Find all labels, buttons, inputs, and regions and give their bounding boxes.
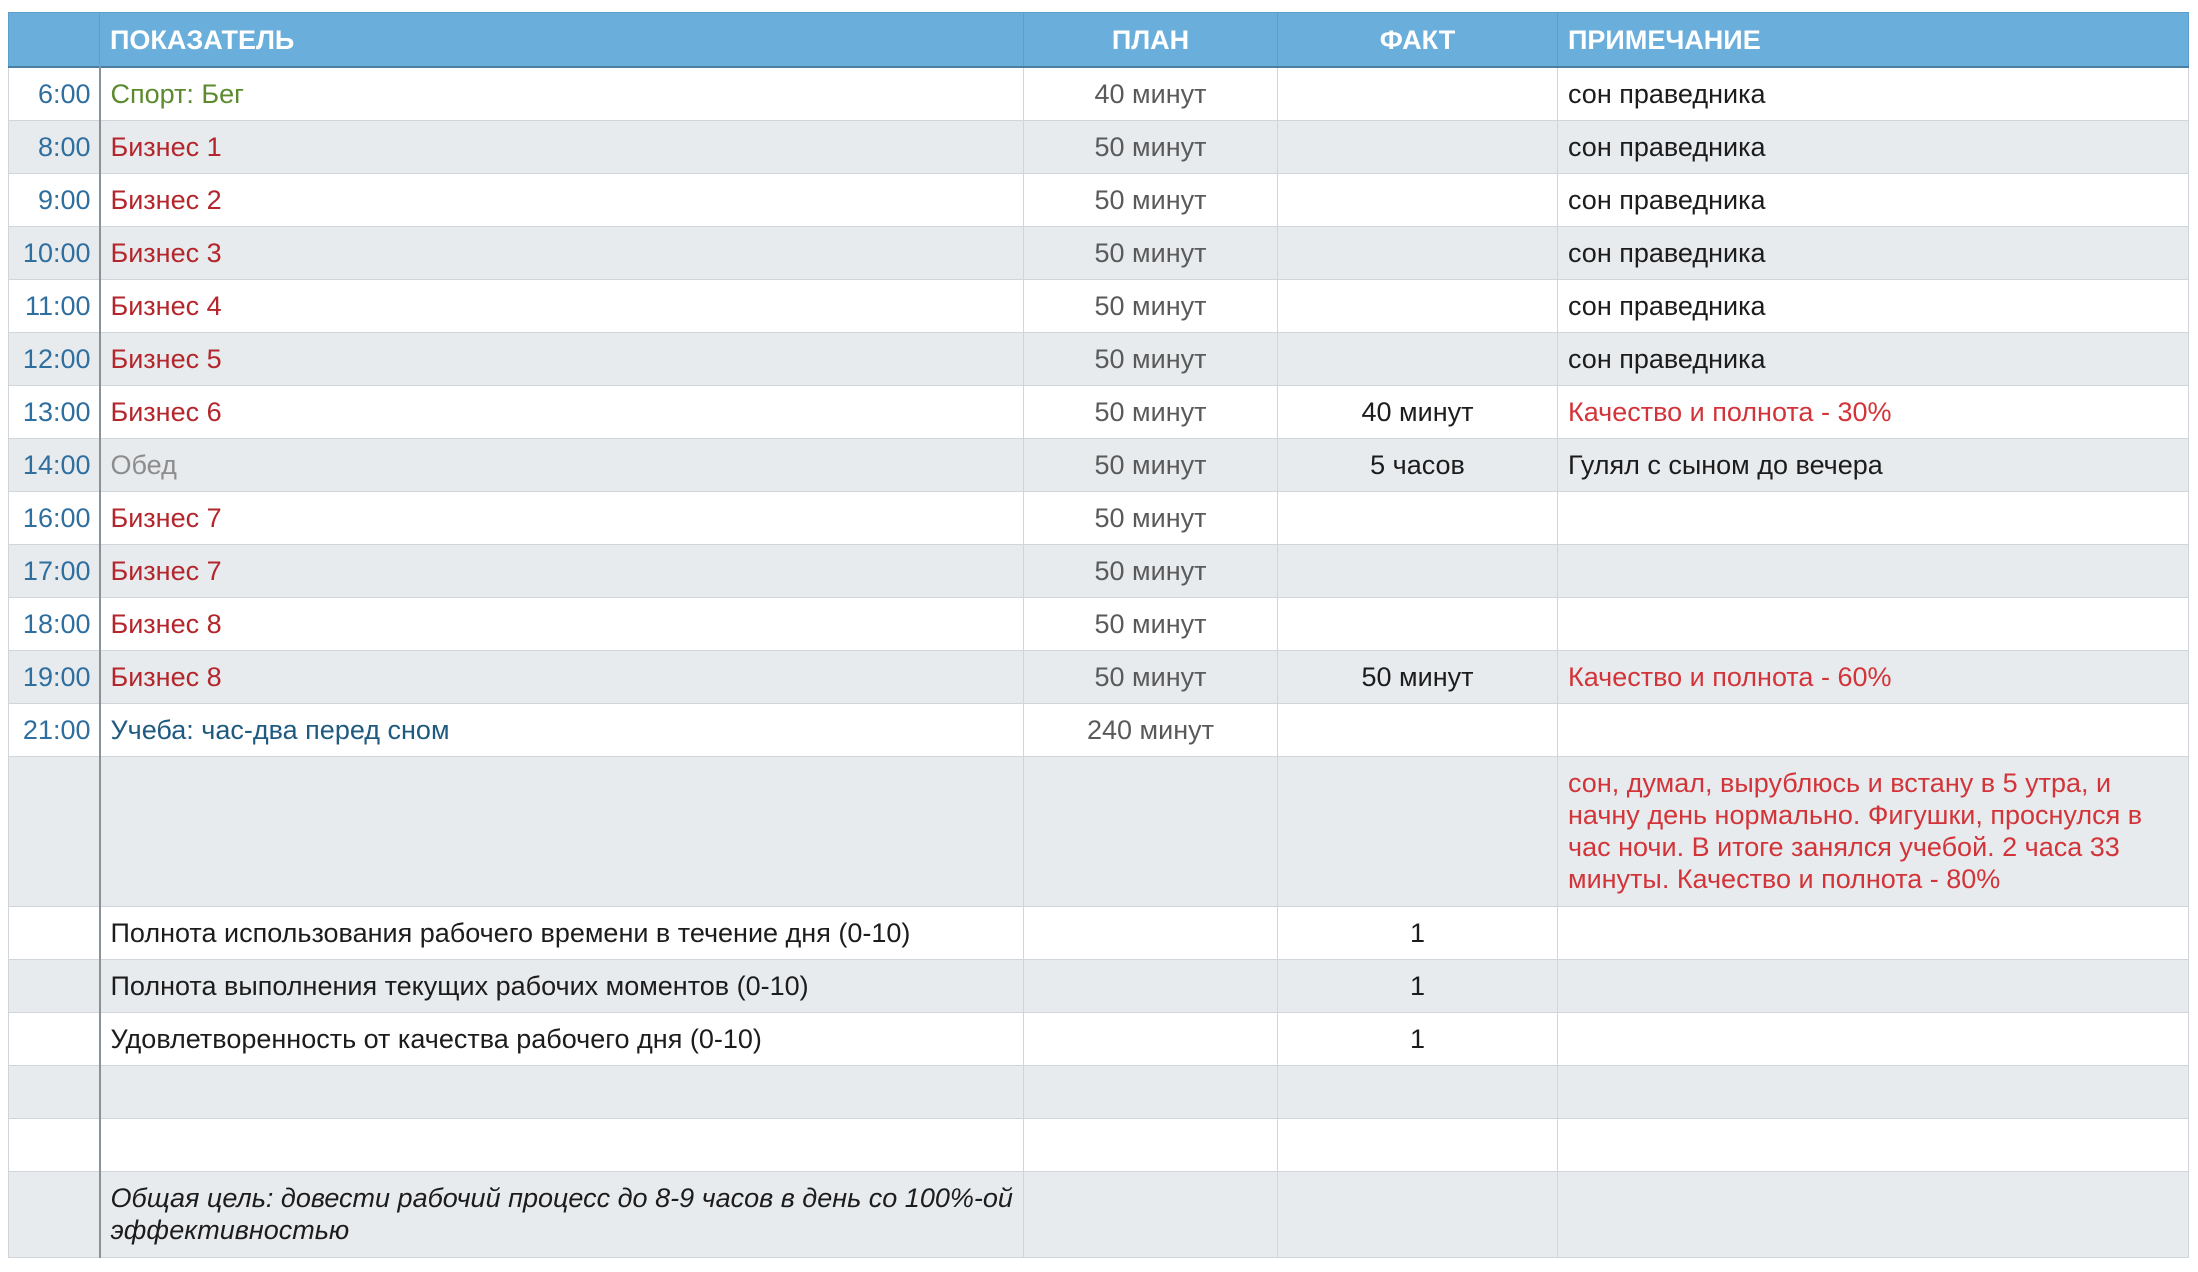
fact-cell[interactable] [1278,1065,1558,1118]
activity-cell[interactable]: Бизнес 8 [100,650,1024,703]
plan-cell[interactable]: 50 минут [1024,332,1278,385]
plan-cell[interactable]: 50 минут [1024,544,1278,597]
table-row [9,756,2189,906]
plan-cell[interactable] [1024,1012,1278,1065]
note-cell[interactable]: сон праведника [1558,279,2189,332]
plan-cell[interactable]: 50 минут [1024,279,1278,332]
plan-cell[interactable]: 240 минут [1024,703,1278,756]
plan-cell[interactable]: 50 минут [1024,491,1278,544]
plan-cell[interactable]: 50 минут [1024,438,1278,491]
fact-cell[interactable] [1278,1118,1558,1171]
fact-cell[interactable] [1278,279,1558,332]
activity-cell[interactable]: Бизнес 7 [100,491,1024,544]
metric-name-cell[interactable]: Удовлетворенность от качества рабочего дня (0-10) [100,1012,1024,1065]
metric-row [9,959,2189,1012]
time-cell[interactable]: 13:00 [9,385,100,438]
note-cell[interactable]: сон праведника [1558,173,2189,226]
activity-cell[interactable]: Бизнес 6 [100,385,1024,438]
table-row [9,279,2189,332]
header-fact-cell[interactable]: ФАКТ [1278,13,1558,68]
activity-cell[interactable]: Учеба: час-два перед сном [100,703,1024,756]
note-cell[interactable]: сон праведника [1558,67,2189,120]
header-time-cell[interactable] [9,13,100,68]
time-cell[interactable]: 6:00 [9,67,100,120]
note-cell[interactable] [1558,597,2189,650]
time-cell[interactable] [9,1012,100,1065]
activity-cell[interactable] [100,756,1024,906]
fact-cell[interactable] [1278,1171,1558,1257]
time-cell[interactable]: 21:00 [9,703,100,756]
activity-cell[interactable]: Бизнес 3 [100,226,1024,279]
table-row [9,491,2189,544]
table-header [9,13,2189,68]
note-cell[interactable]: Гулял с сыном до вечера [1558,438,2189,491]
activity-cell[interactable] [100,1065,1024,1118]
fact-cell[interactable] [1278,597,1558,650]
table-row [9,173,2189,226]
note-cell[interactable]: сон праведника [1558,226,2189,279]
note-cell[interactable]: Качество и полнота - 30% [1558,385,2189,438]
time-cell[interactable]: 16:00 [9,491,100,544]
activity-cell[interactable]: Обед [100,438,1024,491]
header-name-cell[interactable]: ПОКАЗАТЕЛЬ [100,13,1024,68]
empty-row [9,1065,2189,1118]
note-cell[interactable] [1558,1012,2189,1065]
note-cell[interactable] [1558,703,2189,756]
activity-cell[interactable]: Спорт: Бег [100,67,1024,120]
plan-cell[interactable] [1024,906,1278,959]
goal-cell[interactable]: Общая цель: довести рабочий процесс до 8-9 часов в день со 100%-ой эффективностью [100,1171,1024,1257]
fact-cell[interactable]: 40 минут [1278,385,1558,438]
plan-cell[interactable] [1024,756,1278,906]
table-row [9,544,2189,597]
table-body [9,67,2189,1257]
metric-name-cell[interactable]: Полнота выполнения текущих рабочих моментов (0-10) [100,959,1024,1012]
time-cell[interactable]: 10:00 [9,226,100,279]
note-cell[interactable] [1558,491,2189,544]
table-row [9,703,2189,756]
note-cell[interactable]: Качество и полнота - 60% [1558,650,2189,703]
fact-cell[interactable]: 5 часов [1278,438,1558,491]
schedule-table [8,12,2189,1258]
metric-fact-cell[interactable]: 1 [1278,959,1558,1012]
goal-row [9,1171,2189,1257]
time-cell[interactable]: 14:00 [9,438,100,491]
table-row [9,67,2189,120]
plan-cell[interactable]: 50 минут [1024,120,1278,173]
note-cell[interactable] [1558,1171,2189,1257]
plan-cell[interactable]: 50 минут [1024,226,1278,279]
note-cell[interactable]: сон праведника [1558,120,2189,173]
note-cell[interactable] [1558,906,2189,959]
plan-cell[interactable] [1024,1171,1278,1257]
table-row [9,120,2189,173]
fact-cell[interactable] [1278,226,1558,279]
plan-cell[interactable]: 50 минут [1024,173,1278,226]
activity-cell[interactable]: Бизнес 4 [100,279,1024,332]
fact-cell[interactable] [1278,756,1558,906]
activity-cell[interactable]: Бизнес 2 [100,173,1024,226]
activity-cell[interactable]: Бизнес 8 [100,597,1024,650]
table-row [9,597,2189,650]
fact-cell[interactable] [1278,173,1558,226]
plan-cell[interactable]: 50 минут [1024,597,1278,650]
plan-cell[interactable]: 50 минут [1024,650,1278,703]
note-cell[interactable] [1558,959,2189,1012]
note-cell[interactable] [1558,1118,2189,1171]
time-cell[interactable]: 19:00 [9,650,100,703]
time-cell[interactable]: 9:00 [9,173,100,226]
header-plan-cell[interactable]: ПЛАН [1024,13,1278,68]
time-cell[interactable]: 8:00 [9,120,100,173]
time-cell[interactable]: 11:00 [9,279,100,332]
fact-cell[interactable] [1278,120,1558,173]
time-cell[interactable]: 12:00 [9,332,100,385]
time-cell[interactable] [9,959,100,1012]
metric-row [9,906,2189,959]
plan-cell[interactable] [1024,1065,1278,1118]
table-row [9,650,2189,703]
time-cell[interactable] [9,906,100,959]
header-note-cell[interactable]: ПРИМЕЧАНИЕ [1558,13,2189,68]
plan-cell[interactable]: 50 минут [1024,385,1278,438]
plan-cell[interactable]: 40 минут [1024,67,1278,120]
table-row [9,332,2189,385]
table-row [9,438,2189,491]
time-cell[interactable] [9,1171,100,1257]
fact-cell[interactable] [1278,544,1558,597]
time-cell[interactable] [9,1065,100,1118]
note-cell[interactable] [1558,544,2189,597]
note-cell[interactable] [1558,1065,2189,1118]
header-row [9,13,2189,68]
fact-cell[interactable] [1278,332,1558,385]
fact-cell[interactable] [1278,491,1558,544]
table-row [9,226,2189,279]
fact-cell[interactable]: 50 минут [1278,650,1558,703]
metric-fact-cell[interactable]: 1 [1278,906,1558,959]
time-cell[interactable]: 18:00 [9,597,100,650]
plan-cell[interactable] [1024,959,1278,1012]
note-cell[interactable]: сон праведника [1558,332,2189,385]
time-cell[interactable]: 17:00 [9,544,100,597]
activity-cell[interactable]: Бизнес 7 [100,544,1024,597]
metric-fact-cell[interactable]: 1 [1278,1012,1558,1065]
activity-cell[interactable] [100,1118,1024,1171]
fact-cell[interactable] [1278,703,1558,756]
plan-cell[interactable] [1024,1118,1278,1171]
metric-name-cell[interactable]: Полнота использования рабочего времени в течение дня (0-10) [100,906,1024,959]
time-cell[interactable] [9,756,100,906]
long-note-cell[interactable]: сон, думал, вырублюсь и встану в 5 утра, и начну день нормально. Фигушки, проснулся в час ночи. В итоге занялся учебой. 2 часа 33 минуты. Качество и полнота - 80% [1558,756,2189,906]
time-cell[interactable] [9,1118,100,1171]
activity-cell[interactable]: Бизнес 5 [100,332,1024,385]
activity-cell[interactable]: Бизнес 1 [100,120,1024,173]
spreadsheet [8,12,2188,1258]
metric-row [9,1012,2189,1065]
fact-cell[interactable] [1278,67,1558,120]
table-row [9,385,2189,438]
empty-row [9,1118,2189,1171]
